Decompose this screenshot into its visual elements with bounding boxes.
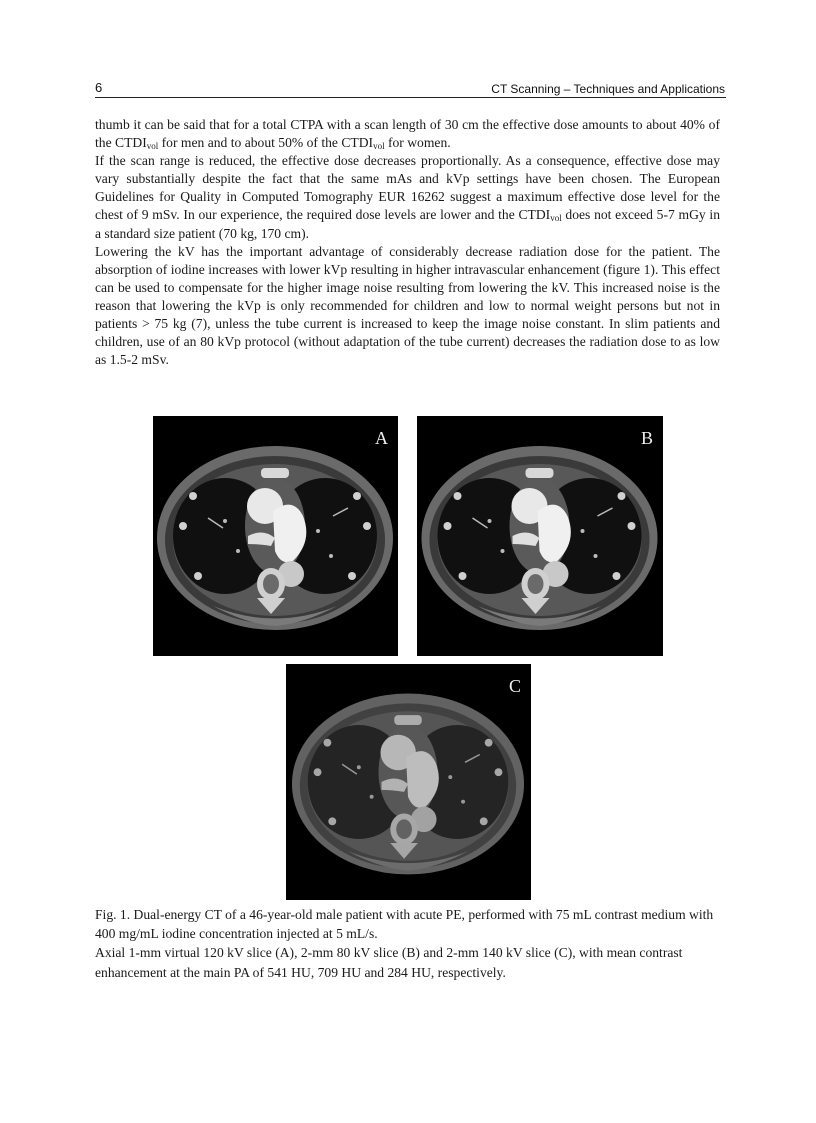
ct-panel-c — [286, 664, 531, 900]
panel-label-a: A — [375, 428, 388, 448]
panel-label-c: C — [508, 676, 521, 696]
ct-image-b — [417, 416, 663, 656]
running-header-title: CT Scanning – Techniques and Applications — [491, 82, 725, 96]
paragraph-2: If the scan range is reduced, the effective dose decreases proportionally. As a consequence, effective dose may vary substantially despite the fact that the same mAs and kVp settings have been chosen. The European Guidelines for Quality in Computed Tomography EUR 16262 suggest a maximum effective dose level for the chest of 9 mSv. In our experience, the required dose levels are lower and the $CTDI_{vol}$ does not exceed 5-7 mGy in a standard size patient (70 kg, 170 cm). — [95, 153, 720, 241]
ct-panel-b — [417, 416, 663, 656]
paragraph-1: thumb it can be said that for a total CTPA with a scan length of 30 cm the effective dose amounts to about 40% of the $CTDI_{vol}$ for men and to about 50% of the $CTDI_{vol}$ for women. — [95, 117, 720, 152]
ct-image-c — [286, 664, 531, 900]
header-rule — [95, 97, 726, 98]
caption-line-1: Fig. 1. Dual-energy CT of a 46-year-old male patient with acute PE, performed with 75 mL contrast medium with 400 mg/mL iodine concentration injected at 5 mL/s. — [95, 907, 714, 942]
page-number: 6 — [95, 80, 103, 95]
caption-line-2: Axial 1-mm virtual 120 kV slice (A), 2-mm 80 kV slice (B) and 2-mm 140 kV slice (C), with mean contrast enhancement at the main PA of 541 HU, 709 HU and 284 HU, respectively. — [95, 945, 683, 980]
panel-label-b: B — [640, 428, 653, 448]
figure-caption — [95, 905, 725, 982]
body-text — [95, 116, 720, 369]
ct-panel-a — [153, 416, 398, 656]
ct-image-a — [153, 416, 398, 656]
paragraph-3: Lowering the kV has the important advantage of considerably decrease radiation dose for the patient. The absorption of iodine increases with lower kVp resulting in higher intravascular enhancement (figure 1). This effect can be used to compensate for the higher image noise resulting from lowering the kV. This increased noise is the reason that lowering the kVp is only recommended for children and low to normal weight persons but not in patients > 75 kg (7), unless the tube current is increased to keep the image noise constant. In slim patients and children, use of an 80 kVp protocol (without adaptation of the tube current) decreases the radiation dose to as low as 1.5-2 mSv. — [95, 243, 720, 368]
